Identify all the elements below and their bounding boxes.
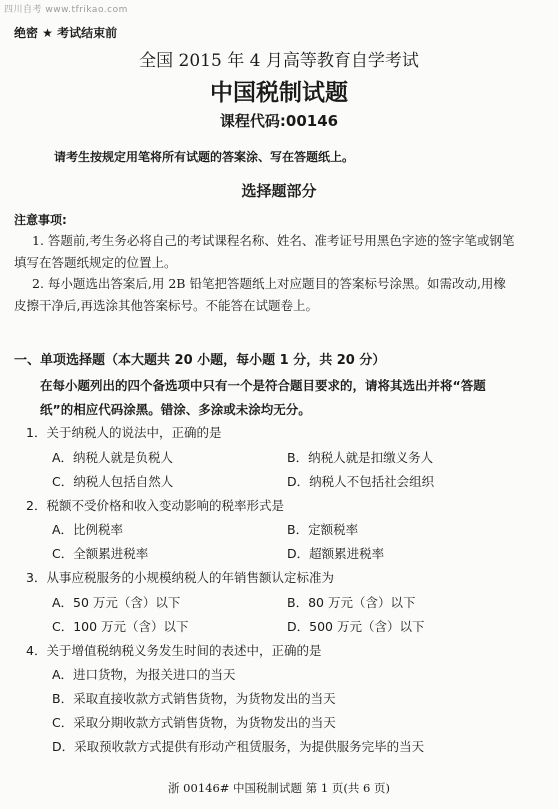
page-footer: 浙 00146# 中国税制试题 第 1 页(共 6 页) bbox=[168, 781, 390, 795]
note-line: 2. 每小题选出答案后,用 2B 铅笔把答题纸上对应题目的答案标号涂黑。如需改动,用橡 bbox=[32, 276, 506, 291]
question-stem: 3．从事应税服务的小规模纳税人的年销售额认定标准为 bbox=[26, 570, 334, 585]
watermark-text: 四川自考 www.tfrikao.com bbox=[4, 5, 128, 15]
note-item bbox=[14, 230, 540, 274]
section-description-line: 在每小题列出的四个备选项中只有一个是符合题目要求的，请将其选出并将“答题 bbox=[40, 378, 486, 393]
option-c: C．100 万元（含）以下 bbox=[52, 619, 189, 634]
note-line: 填写在答题纸规定的位置上。 bbox=[14, 255, 177, 270]
question-stem: 2．税额不受价格和收入变动影响的税率形式是 bbox=[26, 498, 284, 513]
answer-instruction: 请考生按规定用笔将所有试题的答案涂、写在答题纸上。 bbox=[54, 150, 355, 164]
question-stem: 1．关于纳税人的说法中，正确的是 bbox=[26, 425, 222, 440]
section-heading: 一、单项选择题（本大题共 20 小题，每小题 1 分，共 20 分） bbox=[14, 353, 386, 368]
section-description bbox=[40, 374, 540, 422]
notes-heading: 注意事项: bbox=[14, 213, 67, 227]
course-code: 课程代码:00146 bbox=[219, 112, 339, 130]
part-heading: 选择题部分 bbox=[241, 182, 317, 200]
question-stem: 4．关于增值税纳税义务发生时间的表述中，正确的是 bbox=[26, 643, 322, 658]
note-line: 皮擦干净后,再选涂其他答案标号。不能答在试题卷上。 bbox=[14, 298, 318, 313]
option-c: C．全额累进税率 bbox=[52, 546, 149, 561]
note-item bbox=[14, 273, 540, 317]
subject-title: 中国税制试题 bbox=[210, 80, 348, 106]
option-c: C．纳税人包括自然人 bbox=[52, 474, 174, 489]
option-d: D．采取预收款方式提供有形动产租赁服务，为提供服务完毕的当天 bbox=[52, 739, 425, 754]
confidential-label: 绝密 ★ 考试结束前 bbox=[14, 26, 118, 40]
option-a: A．进口货物，为报关进口的当天 bbox=[52, 667, 236, 682]
exam-title: 全国 2015 年 4 月高等教育自学考试 bbox=[139, 51, 419, 71]
option-b: B．纳税人就是扣缴义务人 bbox=[287, 450, 434, 465]
option-b: B．定额税率 bbox=[287, 522, 359, 537]
option-d: D．500 万元（含）以下 bbox=[287, 619, 425, 634]
option-a: A．纳税人就是负税人 bbox=[52, 450, 174, 465]
option-c: C．采取分期收款方式销售货物，为货物发出的当天 bbox=[52, 715, 336, 730]
option-b: B．采取直接收款方式销售货物，为货物发出的当天 bbox=[52, 691, 336, 706]
option-a: A．比例税率 bbox=[52, 522, 124, 537]
option-d: D．纳税人不包括社会组织 bbox=[287, 474, 435, 489]
note-line: 1. 答题前,考生务必将自己的考试课程名称、姓名、准考证号用黑色字迹的签字笔或钢笔 bbox=[32, 233, 515, 248]
option-d: D．超额累进税率 bbox=[287, 546, 385, 561]
option-b: B．80 万元（含）以下 bbox=[287, 595, 416, 610]
option-a: A．50 万元（含）以下 bbox=[52, 595, 181, 610]
section-description-line: 纸”的相应代码涂黑。错涂、多涂或未涂均无分。 bbox=[40, 402, 311, 417]
